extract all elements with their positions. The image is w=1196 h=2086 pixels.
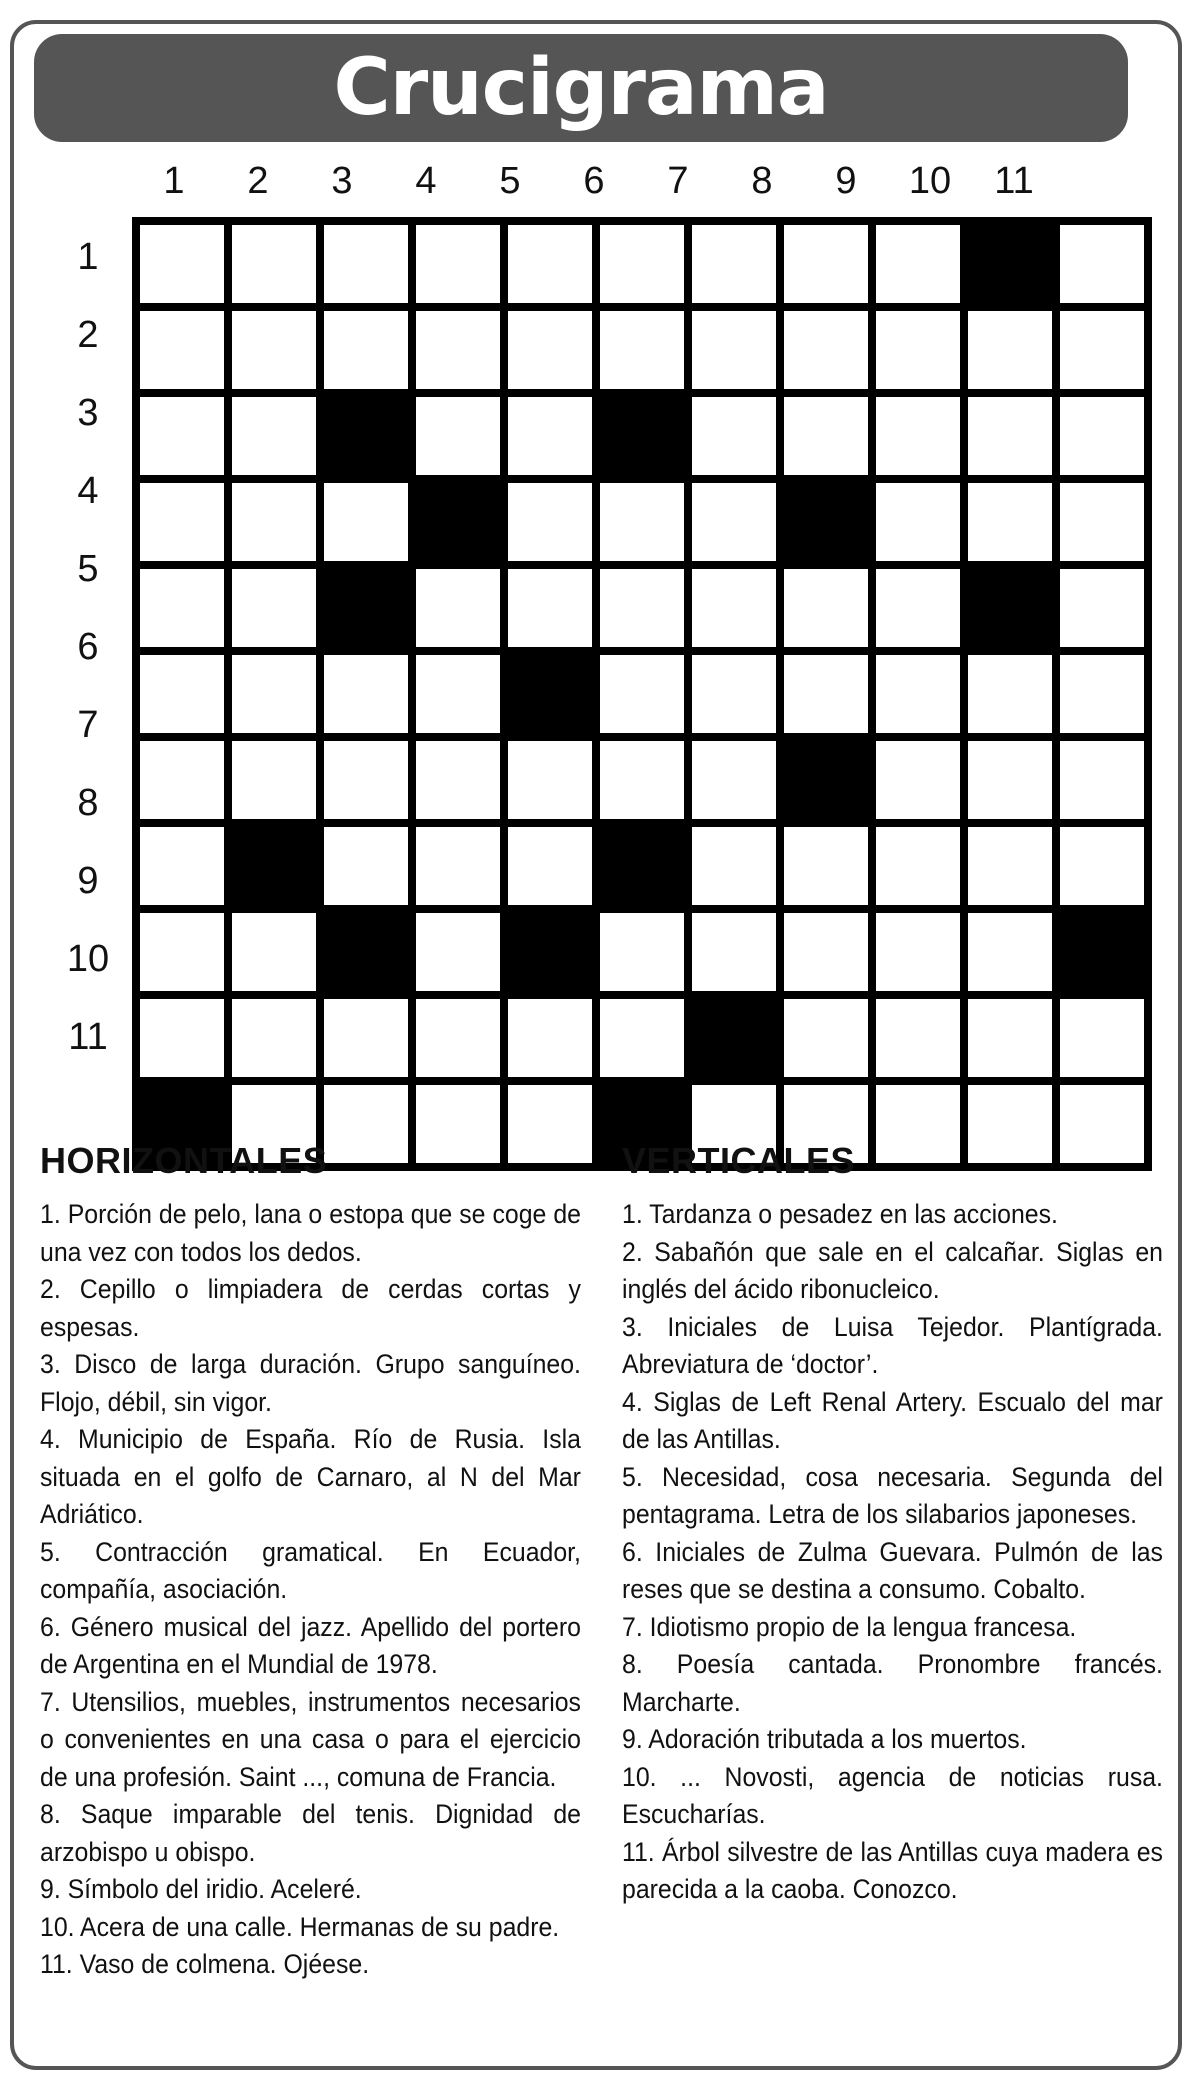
row-number: 7 [77, 704, 99, 746]
clue-item: 4. Siglas de Left Renal Artery. Escualo del mar de las Antillas. [622, 1386, 1163, 1454]
grid-cell[interactable] [1060, 999, 1144, 1077]
grid-cell[interactable] [784, 913, 868, 991]
column-number: 4 [415, 160, 437, 202]
clue-item: 11. Árbol silvestre de las Antillas cuya madera es parecida a la caoba. Conozco. [622, 1836, 1163, 1904]
verticales-section [622, 1140, 1166, 1909]
column-number: 9 [835, 160, 857, 202]
clue-item: 4. Municipio de España. Río de Rusia. Isla situada en el golfo de Carnaro, al N del Mar Adriático. [40, 1424, 581, 1529]
grid-cell[interactable] [968, 311, 1052, 389]
grid-cell[interactable] [140, 569, 224, 647]
row-number: 3 [77, 392, 99, 434]
grid-cell[interactable] [232, 913, 316, 991]
grid-cell[interactable] [784, 999, 868, 1077]
row-number: 10 [66, 938, 110, 980]
column-number: 10 [908, 160, 952, 202]
grid-cell[interactable] [692, 741, 776, 819]
grid-cell[interactable] [876, 569, 960, 647]
grid-cell[interactable] [1060, 741, 1144, 819]
grid-cell[interactable] [784, 827, 868, 905]
grid-cell[interactable] [416, 655, 500, 733]
grid-cell[interactable] [232, 397, 316, 475]
grid-cell[interactable] [1060, 569, 1144, 647]
verticales-heading: VERTICALES [622, 1140, 856, 1181]
grid-cell[interactable] [140, 655, 224, 733]
grid-cell-black [232, 827, 316, 905]
grid-cell-black [600, 397, 684, 475]
grid-cell[interactable] [876, 483, 960, 561]
column-numbers [132, 158, 1056, 204]
clue-item: 2. Cepillo o limpiadera de cerdas cortas y espesas. [40, 1274, 581, 1342]
grid-cell[interactable] [508, 999, 592, 1077]
grid-cell[interactable] [324, 999, 408, 1077]
clue-item: 10. ... Novosti, agencia de noticias rusa. Escucharías. [622, 1761, 1163, 1829]
grid-cell-black [968, 225, 1052, 303]
grid-cell[interactable] [416, 569, 500, 647]
grid-cell[interactable] [968, 655, 1052, 733]
grid-cell[interactable] [1060, 655, 1144, 733]
clue-item: 6. Iniciales de Zulma Guevara. Pulmón de las reses que se destina a consumo. Cobalto. [622, 1536, 1163, 1604]
grid-cell-black [600, 827, 684, 905]
grid-cell-black [784, 483, 868, 561]
grid-cell[interactable] [232, 483, 316, 561]
grid-cell-black [692, 999, 776, 1077]
grid-cell[interactable] [784, 569, 868, 647]
grid-cell[interactable] [140, 483, 224, 561]
column-number: 7 [667, 160, 689, 202]
grid-cell[interactable] [876, 655, 960, 733]
horizontales-heading: HORIZONTALES [40, 1140, 328, 1181]
column-number: 8 [751, 160, 773, 202]
clue-item: 7. Utensilios, muebles, instrumentos necesarios o convenientes en una casa o para el ejercicio de una profesión. Saint ..., comuna de Francia. [40, 1686, 581, 1792]
grid-cell[interactable] [784, 311, 868, 389]
grid-cell[interactable] [784, 225, 868, 303]
grid-cell[interactable] [876, 741, 960, 819]
grid-cell[interactable] [508, 225, 592, 303]
row-number: 1 [77, 236, 99, 278]
grid-cell[interactable] [968, 741, 1052, 819]
grid-cell[interactable] [1060, 225, 1144, 303]
clue-item: 7. Idiotismo propio de la lengua francesa. [622, 1611, 1077, 1642]
clue-item: 5. Contracción gramatical. En Ecuador, compañía, asociación. [40, 1536, 581, 1604]
row-number: 5 [77, 548, 99, 590]
grid-cell[interactable] [692, 483, 776, 561]
grid-cell[interactable] [140, 225, 224, 303]
grid-cell[interactable] [784, 397, 868, 475]
grid-cell-black [324, 397, 408, 475]
grid-cell[interactable] [600, 311, 684, 389]
grid-cell[interactable] [876, 397, 960, 475]
grid-cell[interactable] [416, 741, 500, 819]
grid-cell[interactable] [968, 483, 1052, 561]
grid-cell[interactable] [600, 483, 684, 561]
column-number: 5 [499, 160, 521, 202]
row-number: 8 [77, 782, 99, 824]
grid-cell-black [324, 569, 408, 647]
grid-cell-black [1060, 913, 1144, 991]
grid-cell[interactable] [600, 999, 684, 1077]
row-number: 11 [68, 1016, 108, 1058]
grid-cell[interactable] [232, 655, 316, 733]
grid-cell[interactable] [140, 827, 224, 905]
grid-cell[interactable] [968, 913, 1052, 991]
grid-cell[interactable] [508, 569, 592, 647]
column-number: 2 [247, 160, 269, 202]
row-numbers [40, 218, 136, 1076]
grid-cell[interactable] [232, 311, 316, 389]
horizontales-list [40, 1196, 584, 1984]
grid-cell[interactable] [324, 827, 408, 905]
grid-cell[interactable] [692, 827, 776, 905]
horizontales-section [40, 1140, 584, 1984]
clue-item: 9. Adoración tributada a los muertos. [622, 1724, 1027, 1754]
grid-cell[interactable] [876, 913, 960, 991]
grid-cell[interactable] [508, 741, 592, 819]
grid-cell[interactable] [324, 741, 408, 819]
grid-cell[interactable] [1060, 311, 1144, 389]
row-number: 2 [77, 314, 99, 356]
clue-item: 6. Género musical del jazz. Apellido del portero de Argentina en el Mundial de 1978. [40, 1611, 581, 1679]
grid-cell[interactable] [508, 827, 592, 905]
grid-cell[interactable] [968, 999, 1052, 1077]
grid-cell[interactable] [140, 913, 224, 991]
row-number: 9 [77, 860, 99, 902]
grid-cell[interactable] [968, 827, 1052, 905]
grid-cell[interactable] [692, 225, 776, 303]
clue-item: 10. Acera de una calle. Hermanas de su padre. [40, 1911, 560, 1942]
clue-item: 5. Necesidad, cosa necesaria. Segunda del pentagrama. Letra de los silabarios japoneses. [622, 1461, 1163, 1529]
clue-item: 9. Símbolo del iridio. Aceleré. [40, 1874, 362, 1904]
grid-cell[interactable] [232, 999, 316, 1077]
grid-cell[interactable] [324, 311, 408, 389]
grid-cell[interactable] [232, 741, 316, 819]
grid-cell[interactable] [140, 999, 224, 1077]
grid-cell[interactable] [324, 225, 408, 303]
column-number: 1 [163, 160, 185, 202]
grid-cell[interactable] [876, 311, 960, 389]
clue-item: 8. Saque imparable del tenis. Dignidad de arzobispo u obispo. [40, 1799, 581, 1867]
grid-cell[interactable] [416, 827, 500, 905]
clue-item: 3. Iniciales de Luisa Tejedor. Plantígrada. Abreviatura de ‘doctor’. [622, 1311, 1163, 1379]
grid-cell[interactable] [876, 225, 960, 303]
grid-cell[interactable] [600, 913, 684, 991]
grid-cell[interactable] [324, 483, 408, 561]
grid-cell[interactable] [508, 311, 592, 389]
column-number: 3 [331, 160, 353, 202]
grid-cell[interactable] [784, 655, 868, 733]
grid-cell-black [508, 913, 592, 991]
grid-cell[interactable] [416, 999, 500, 1077]
grid-cell[interactable] [508, 483, 592, 561]
grid-cell[interactable] [600, 225, 684, 303]
clue-item: 2. Sabañón que sale en el calcañar. Siglas en inglés del ácido ribonucleico. [622, 1236, 1163, 1304]
page-title: Crucigrama [333, 43, 829, 133]
grid-cell[interactable] [1060, 397, 1144, 475]
grid-cell[interactable] [140, 311, 224, 389]
grid-cell[interactable] [416, 225, 500, 303]
grid-cell[interactable] [600, 741, 684, 819]
grid-cell[interactable] [1060, 827, 1144, 905]
grid-cell[interactable] [232, 225, 316, 303]
grid-cell-black [784, 741, 868, 819]
grid-cell[interactable] [692, 569, 776, 647]
grid-cell[interactable] [692, 655, 776, 733]
grid-cell[interactable] [140, 397, 224, 475]
verticales-list [622, 1196, 1166, 1909]
grid-cell-black [324, 913, 408, 991]
grid-cell[interactable] [508, 397, 592, 475]
grid-cell-black [508, 655, 592, 733]
grid-cell[interactable] [416, 913, 500, 991]
grid-cell-black [968, 569, 1052, 647]
clue-item: 1. Porción de pelo, lana o estopa que se coge de una vez con todos los dedos. [40, 1199, 581, 1267]
grid-cell[interactable] [416, 311, 500, 389]
grid-cell[interactable] [692, 311, 776, 389]
grid-cell[interactable] [692, 913, 776, 991]
grid-cell[interactable] [600, 569, 684, 647]
column-number: 11 [994, 160, 1034, 202]
grid-cell[interactable] [416, 397, 500, 475]
row-number: 4 [77, 470, 99, 512]
clue-item: 8. Poesía cantada. Pronombre francés. Marcharte. [622, 1649, 1163, 1717]
crossword-grid [132, 217, 1152, 1171]
grid-cell[interactable] [876, 999, 960, 1077]
grid-cell[interactable] [140, 741, 224, 819]
grid-cell[interactable] [324, 655, 408, 733]
grid-cell[interactable] [1060, 483, 1144, 561]
grid-cell[interactable] [876, 827, 960, 905]
grid-cell[interactable] [692, 397, 776, 475]
grid-cell-black [416, 483, 500, 561]
grid-cell[interactable] [968, 397, 1052, 475]
clue-item: 3. Disco de larga duración. Grupo sanguíneo. Flojo, débil, sin vigor. [40, 1349, 581, 1417]
clue-item: 1. Tardanza o pesadez en las acciones. [622, 1199, 1058, 1229]
grid-cell[interactable] [600, 655, 684, 733]
clue-item: 11. Vaso de colmena. Ojéese. [40, 1949, 370, 1979]
title-banner [34, 34, 1128, 142]
grid-cell[interactable] [232, 569, 316, 647]
column-number: 6 [583, 160, 605, 202]
row-number: 6 [77, 626, 99, 668]
